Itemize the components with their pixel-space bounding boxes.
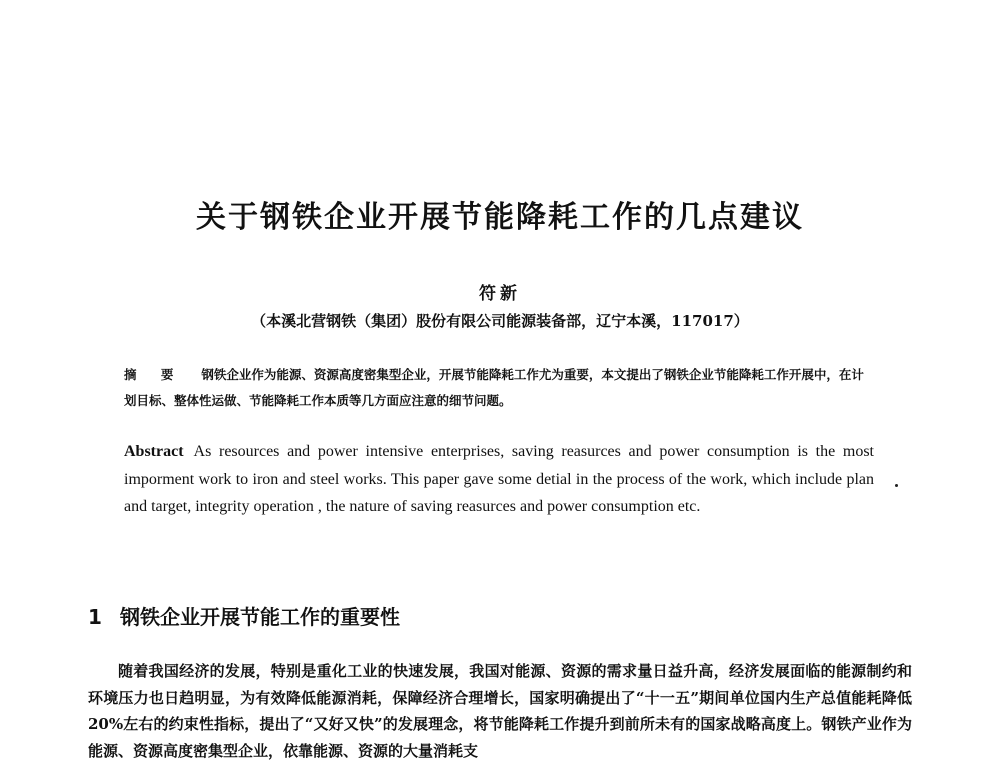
chinese-abstract-text: 钢铁企业作为能源、资源高度密集型企业，开展节能降耗工作尤为重要，本文提出了钢铁企业节能降耗工作开展中，在计划目标、整体性运做、节能降耗工作本质等几方面应注意的细节问题。 <box>124 367 864 408</box>
section-title: 钢铁企业开展节能工作的重要性 <box>120 605 400 629</box>
english-abstract-label: Abstract <box>124 443 184 460</box>
section-heading <box>88 601 400 630</box>
section-paragraph: 随着我国经济的发展，特别是重化工业的快速发展，我国对能源、资源的需求量日益升高，经济发展面临的能源制约和环境压力也日趋明显，为有效降低能源消耗，保障经济合理增长，国家明确提出了“十一五”期间单位国内生产总值能耗降低20%左右的约束性指标，提出了“又好又快”的发展理念，将节能降耗工作提升到前所未有的国家战略高度上。钢铁产业作为能源、资源高度密集型企业，依靠能源、资源的大量消耗支 <box>88 662 912 760</box>
english-abstract-text: As resources and power intensive enterprises, saving reasurces and power consumption is the most imporment work to iron and steel works. This paper gave some detial in the process of the work, which include plan and target, integrity operation , the nature of saving reasurces and power consumption etc. <box>124 443 874 515</box>
paper-title: 关于钢铁企业开展节能降耗工作的几点建议 <box>196 200 804 235</box>
scan-artifact-dot <box>895 484 898 487</box>
author-name: 符新 <box>479 284 521 304</box>
section-number: 1 <box>88 605 102 629</box>
chinese-abstract-label: 摘 要 <box>124 367 184 382</box>
english-abstract <box>124 438 874 521</box>
author-affiliation: （本溪北营钢铁（集团）股份有限公司能源装备部，辽宁本溪，117017） <box>251 312 749 330</box>
chinese-abstract <box>124 362 876 414</box>
